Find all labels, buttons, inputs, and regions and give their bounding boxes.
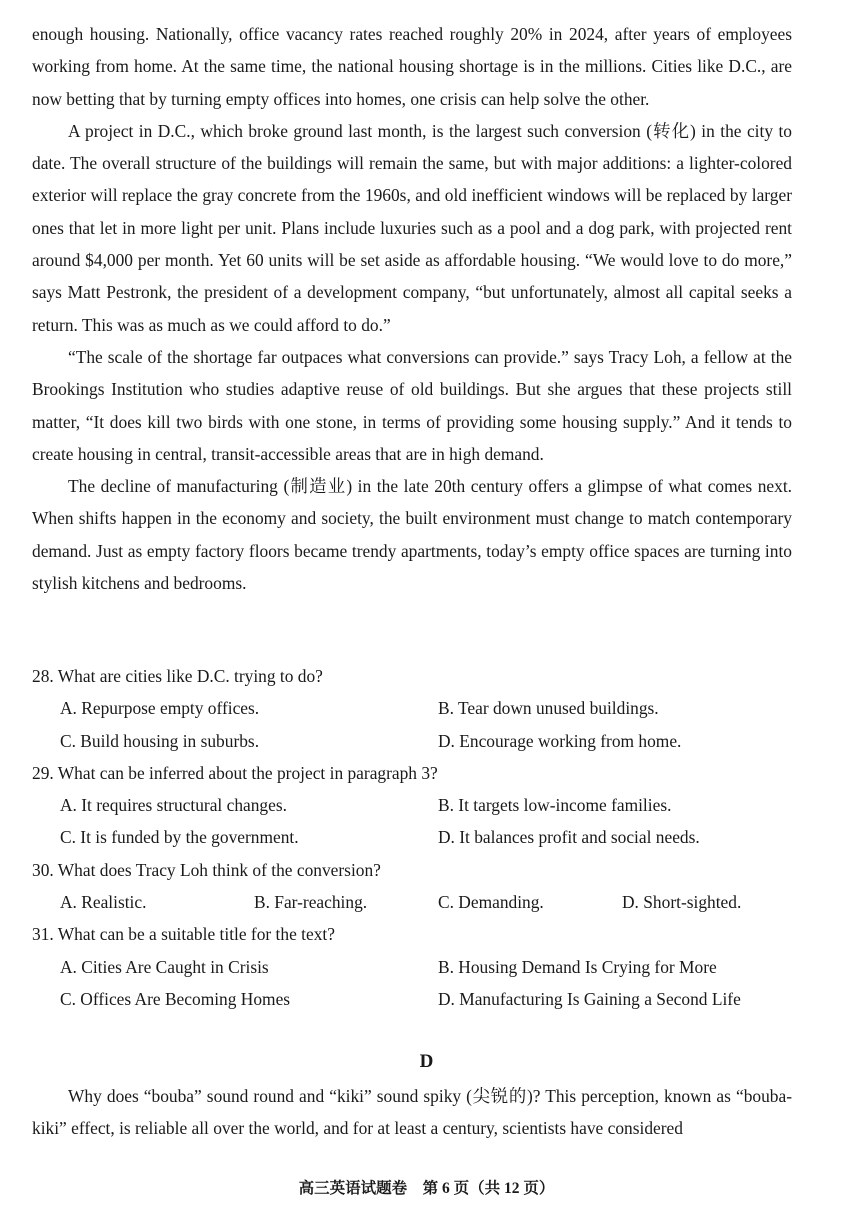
passage-d-paragraph-1: Why does “bouba” sound round and “kiki” sound spiky (尖锐的)? This perception, known as “bouba-kiki” effect, is reliable all over the world, and for at least a century, scientists have considered <box>32 1086 792 1139</box>
question-31-option-d[interactable]: D. Manufacturing Is Gaining a Second Life <box>438 988 741 1009</box>
question-28-option-c[interactable]: C. Build housing in suburbs. <box>60 730 260 751</box>
question-31-option-b[interactable]: B. Housing Demand Is Crying for More <box>438 956 717 977</box>
question-29-options-row-2 <box>32 821 812 853</box>
question-31-options-row-1 <box>32 951 812 983</box>
question-30-options-row <box>32 886 812 918</box>
passage-paragraph-4: The decline of manufacturing (制造业) in the late 20th century offers a glimpse of what comes next. When shifts happen in the economy and society, the built environment must change to match contemporary demand. Just as empty factory floors became trendy apartments, today’s empty office spaces are turning into stylish kitchens and bedrooms. <box>32 476 792 594</box>
question-30-option-c[interactable]: C. Demanding. <box>438 892 544 913</box>
passage-paragraph-2: A project in D.C., which broke ground last month, is the largest such conversion (转化) in the city to date. The overall structure of the buildings will remain the same, but with major additions: a lighter-colored exterior will replace the gray concrete from the 1960s, and old inefficient windows will be replaced by larger ones that let in more light per unit. Plans include luxuries such as a pool and a dog park, with projected rent around $4,000 per month. Yet 60 units will be set aside as affordable housing. “We would love to do more,” says Matt Pestronk, the president of a development company, “but unfortunately, almost all capital seeks a return. This was as much as we could afford to do.” <box>32 120 792 335</box>
question-31-stem: 31. What can be a suitable title for the text? <box>32 924 335 945</box>
question-28-option-b[interactable]: B. Tear down unused buildings. <box>438 698 659 719</box>
question-29-stem: 29. What can be inferred about the project in paragraph 3? <box>32 762 438 783</box>
question-29-option-b[interactable]: B. It targets low-income families. <box>438 795 672 816</box>
question-28-options-row-2 <box>32 725 812 757</box>
question-29-option-d[interactable]: D. It balances profit and social needs. <box>438 827 700 848</box>
passage-d <box>32 1080 792 1145</box>
question-28-option-a[interactable]: A. Repurpose empty offices. <box>60 698 260 719</box>
question-31-option-c[interactable]: C. Offices Are Becoming Homes <box>60 988 291 1009</box>
question-28-options-row-1 <box>32 692 812 724</box>
passage-paragraph-1: enough housing. Nationally, office vacancy rates reached roughly 20% in 2024, after years of employees working from home. At the same time, the national housing shortage is in the millions. Cities like D.C., are now betting that by turning empty offices into homes, one crisis can help solve the other. <box>32 24 792 109</box>
question-30-option-b[interactable]: B. Far-reaching. <box>254 892 368 913</box>
question-29-option-c[interactable]: C. It is funded by the government. <box>60 827 299 848</box>
question-30-stem: 30. What does Tracy Loh think of the conversion? <box>32 859 381 880</box>
question-30-option-d[interactable]: D. Short-sighted. <box>622 892 742 913</box>
question-29-options-row-1 <box>32 789 812 821</box>
section-d-heading: D <box>419 1051 434 1072</box>
passage-paragraph-3: “The scale of the shortage far outpaces what conversions can provide.” says Tracy Loh, a fellow at the Brookings Institution who studies adaptive reuse of old buildings. But she argues that these projects still matter, “It does kill two birds with one stone, in terms of providing some housing supply.” And it tends to create housing in central, transit-accessible areas that are in high demand. <box>32 346 792 464</box>
passage-c <box>32 18 792 599</box>
question-31-option-a[interactable]: A. Cities Are Caught in Crisis <box>60 956 269 977</box>
question-31-options-row-2 <box>32 983 812 1015</box>
page-footer: 高三英语试题卷 第 6 页（共 12 页） <box>298 1180 555 1197</box>
question-28-option-d[interactable]: D. Encourage working from home. <box>438 730 682 751</box>
question-28-stem: 28. What are cities like D.C. trying to do? <box>32 666 323 686</box>
question-29-option-a[interactable]: A. It requires structural changes. <box>60 795 287 816</box>
question-list <box>32 660 812 1015</box>
question-30-option-a[interactable]: A. Realistic. <box>60 892 147 913</box>
